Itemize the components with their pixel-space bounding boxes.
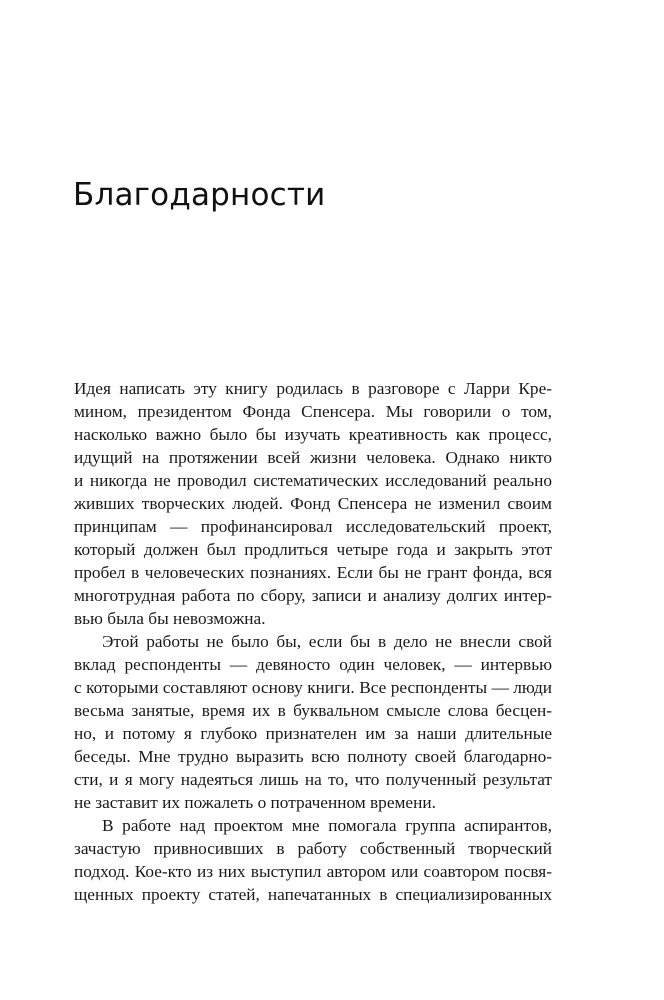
chapter-title: Благодарности (73, 177, 326, 213)
text-line: с которыми составляют основу книги. Все респонденты — люди (74, 678, 552, 697)
text-line: живших творческих людей. Фонд Спенсера не изменил своим (74, 494, 552, 513)
text-line: Идея написать эту книгу родилась в разговоре с Ларри Кре- (74, 379, 552, 398)
text-line: насколько важно было бы изучать креативность как процесс, (74, 425, 552, 444)
text-line: вклад респонденты — девяносто один человек, — интервью (74, 655, 552, 674)
body-text (74, 377, 552, 906)
text-line: подход. Кое-кто из них выступил автором или соавтором посвя- (74, 862, 552, 881)
text-line: многотрудная работа по сбору, записи и анализу долгих интер- (74, 586, 552, 605)
text-line: щенных проекту статей, напечатанных в специализированных (74, 885, 552, 904)
text-line: беседы. Мне трудно выразить всю полноту своей благодарно- (74, 747, 552, 766)
text-line: Этой работы не было бы, если бы в дело не внесли свой (102, 632, 552, 651)
text-line: принципам — профинансировал исследовательский проект, (74, 517, 552, 536)
text-line: сти, и я могу надеяться лишь на то, что полученный результат (74, 770, 552, 789)
text-line: идущий на протяжении всей жизни человека. Однако никто (74, 448, 552, 467)
text-line: вью была бы невозможна. (74, 609, 266, 628)
text-line: пробел в человеческих познаниях. Если бы не грант фонда, вся (74, 563, 552, 582)
text-line: не заставит их пожалеть о потраченном времени. (74, 793, 436, 812)
text-line: который должен был продлиться четыре года и закрыть этот (74, 540, 552, 559)
text-line: В работе над проектом мне помогала группа аспирантов, (102, 816, 552, 835)
text-line: мином, президентом Фонда Спенсера. Мы говорили о том, (74, 402, 552, 421)
text-line: и никогда не проводил систематических исследований реально (74, 471, 552, 490)
text-line: зачастую привносивших в работу собственный творческий (74, 839, 552, 858)
text-line: но, и потому я глубоко признателен им за наши длительные (74, 724, 552, 743)
text-line: весьма занятые, время их в буквальном смысле слова бесцен- (74, 701, 552, 720)
